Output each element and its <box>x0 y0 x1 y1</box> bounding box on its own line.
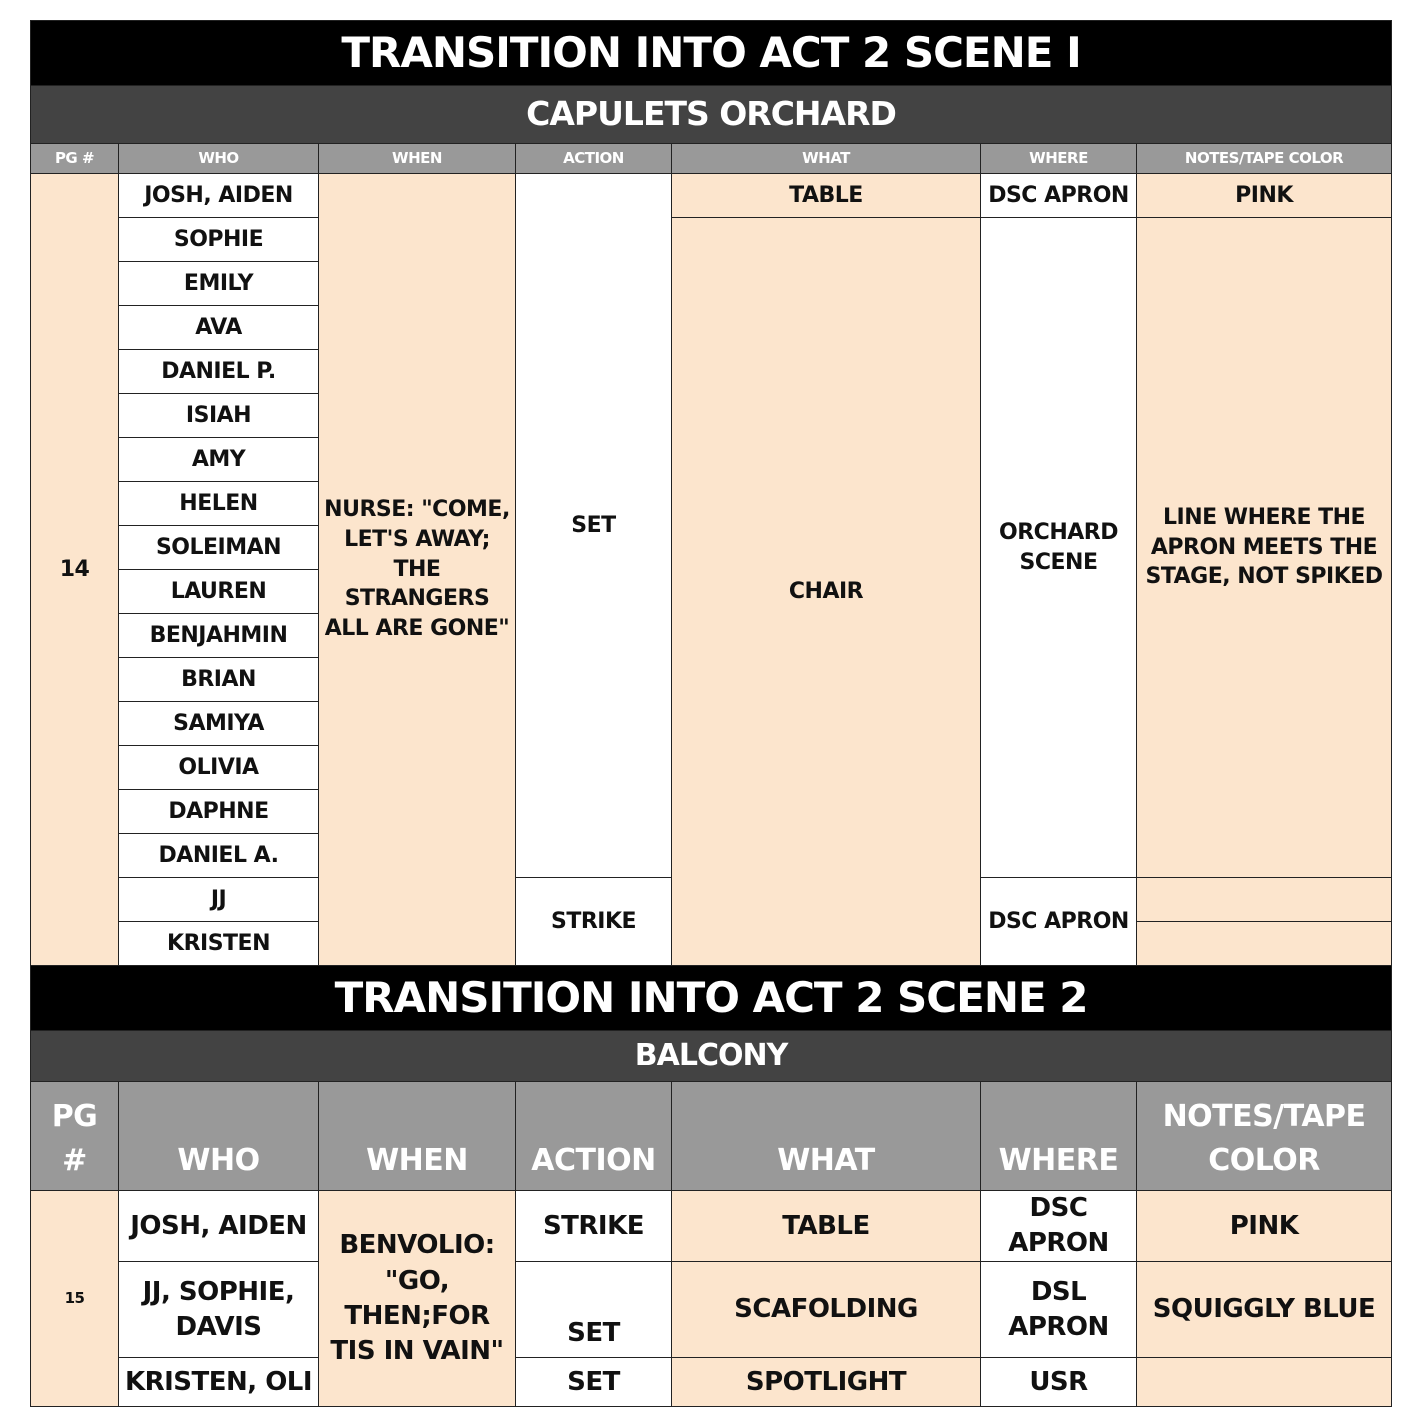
section2-subtitle-row <box>31 1031 1392 1082</box>
table-row <box>31 1191 1392 1262</box>
who-cell: HELEN <box>119 482 319 526</box>
header-action: ACTION <box>516 1082 672 1191</box>
who-cell: DAPHNE <box>119 790 319 834</box>
section2-title-row <box>31 966 1392 1031</box>
header-action: ACTION <box>516 144 672 174</box>
who-cell: BENJAHMIN <box>119 614 319 658</box>
notes-cell: SQUIGGLY BLUE <box>1137 1262 1392 1358</box>
where-cell: DSC APRON <box>981 174 1137 218</box>
where-cell: USR <box>981 1358 1137 1407</box>
cue-sheet <box>30 20 1392 1407</box>
where-cell: DSC APRON <box>981 1191 1137 1262</box>
notes-cell <box>1137 922 1392 966</box>
where-cell: DSL APRON <box>981 1262 1137 1358</box>
notes-cell: LINE WHERE THE APRON MEETS THE STAGE, NOT SPIKED <box>1137 218 1392 878</box>
who-cell: EMILY <box>119 262 319 306</box>
who-cell: KRISTEN, OLI <box>119 1358 319 1407</box>
section2-header-row <box>31 1082 1392 1191</box>
who-cell: BRIAN <box>119 658 319 702</box>
who-cell: JJ, SOPHIE, DAVIS <box>119 1262 319 1358</box>
header-where: WHERE <box>981 1082 1137 1191</box>
header-who: WHO <box>119 144 319 174</box>
who-cell: AVA <box>119 306 319 350</box>
who-cell: OLIVIA <box>119 746 319 790</box>
table-row <box>31 218 1392 262</box>
what-cell: CHAIR <box>672 218 981 966</box>
section1-subtitle-row <box>31 86 1392 144</box>
who-cell: DANIEL P. <box>119 350 319 394</box>
page-number: 15 <box>31 1191 119 1407</box>
table-row <box>31 174 1392 218</box>
header-notes: NOTES/TAPE COLOR <box>1137 1082 1392 1191</box>
who-cell: JOSH, AIDEN <box>119 174 319 218</box>
who-cell: ISIAH <box>119 394 319 438</box>
section2-title: TRANSITION INTO ACT 2 SCENE 2 <box>31 966 1392 1031</box>
header-pg: PG # <box>31 144 119 174</box>
notes-cell <box>1137 1358 1392 1407</box>
action-cell: STRIKE <box>516 878 672 966</box>
who-cell: JOSH, AIDEN <box>119 1191 319 1262</box>
header-notes: NOTES/TAPE COLOR <box>1137 144 1392 174</box>
table-row <box>31 1262 1392 1358</box>
who-cell: KRISTEN <box>119 922 319 966</box>
header-pg: PG # <box>31 1082 119 1191</box>
action-cell: SET <box>516 174 672 878</box>
section1-subtitle: CAPULETS ORCHARD <box>31 86 1392 144</box>
what-cell: SCAFOLDING <box>672 1262 981 1358</box>
notes-cell: PINK <box>1137 174 1392 218</box>
who-cell: SOPHIE <box>119 218 319 262</box>
section1-title: TRANSITION INTO ACT 2 SCENE I <box>31 21 1392 86</box>
action-cell: STRIKE <box>516 1191 672 1262</box>
who-cell: SOLEIMAN <box>119 526 319 570</box>
where-cell: ORCHARD SCENE <box>981 218 1137 878</box>
action-cell: SET <box>516 1358 672 1407</box>
header-where: WHERE <box>981 144 1137 174</box>
section1-header-row <box>31 144 1392 174</box>
table-row <box>31 1358 1392 1407</box>
header-what: WHAT <box>672 144 981 174</box>
who-cell: SAMIYA <box>119 702 319 746</box>
who-cell: JJ <box>119 878 319 922</box>
who-cell: AMY <box>119 438 319 482</box>
when-cell: NURSE: "COME, LET'S AWAY; THE STRANGERS ALL ARE GONE" <box>319 174 516 966</box>
notes-cell: PINK <box>1137 1191 1392 1262</box>
header-what: WHAT <box>672 1082 981 1191</box>
what-cell: TABLE <box>672 174 981 218</box>
section1-title-row <box>31 21 1392 86</box>
notes-cell <box>1137 878 1392 922</box>
where-cell: DSC APRON <box>981 878 1137 966</box>
action-cell: SET <box>516 1262 672 1358</box>
who-cell: LAUREN <box>119 570 319 614</box>
page-number: 14 <box>31 174 119 966</box>
section2-subtitle: BALCONY <box>31 1031 1392 1082</box>
header-when: WHEN <box>319 144 516 174</box>
when-cell: BENVOLIO: "GO, THEN;FOR TIS IN VAIN" <box>319 1191 516 1407</box>
what-cell: TABLE <box>672 1191 981 1262</box>
who-cell: DANIEL A. <box>119 834 319 878</box>
what-cell: SPOTLIGHT <box>672 1358 981 1407</box>
header-who: WHO <box>119 1082 319 1191</box>
header-when: WHEN <box>319 1082 516 1191</box>
